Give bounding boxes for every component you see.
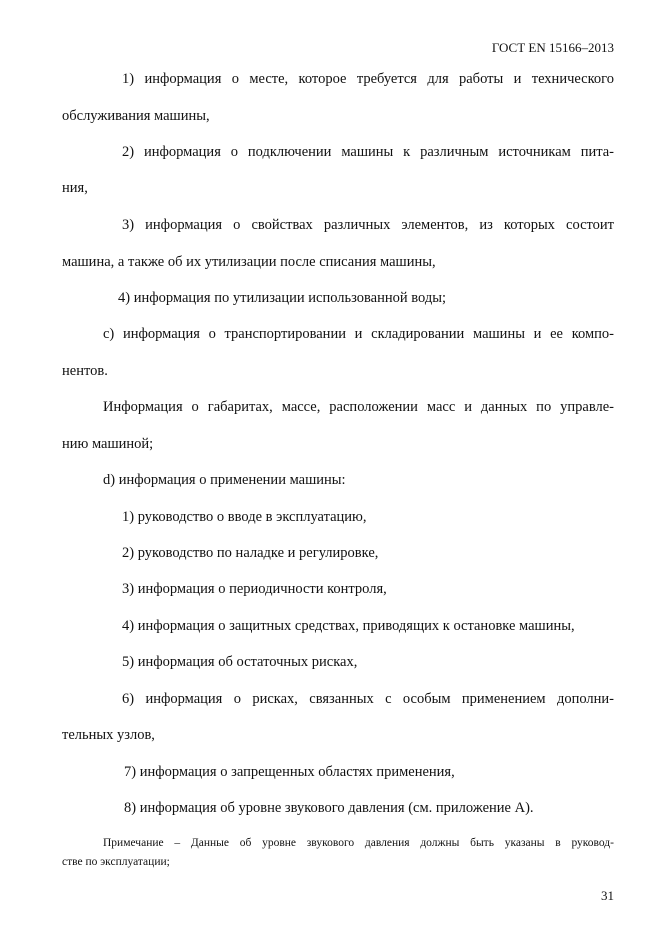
list-item: 3) информация о периодичности контроля, [122, 581, 387, 597]
paragraph-line: тельных узлов, [62, 727, 155, 743]
paragraph-line: ния, [62, 180, 88, 196]
page-number: 31 [601, 888, 614, 903]
list-item: 2) руководство по наладке и регулировке, [122, 545, 379, 561]
document-header: ГОСТ EN 15166–2013 [491, 40, 614, 55]
list-item: 4) информация о защитных средствах, приводящих к остановке машины, [122, 618, 575, 634]
paragraph-line: машина, а также об их утилизации после списания машины, [62, 254, 436, 270]
paragraph-line: d) информация о применении машины: [103, 472, 346, 488]
note-line: стве по эксплуатации; [62, 856, 170, 868]
paragraph-line: нию машиной; [62, 436, 154, 452]
list-item: 5) информация об остаточных рисках, [122, 654, 358, 670]
list-item: 7) информация о запрещенных областях применения, [124, 764, 455, 780]
paragraph-line: 2) информация о подключении машины к различным источникам пита- [122, 144, 614, 160]
paragraph-line: c) информация о транспортировании и складировании машины и ее компо- [103, 326, 614, 342]
paragraph-line: обслуживания машины, [62, 108, 210, 124]
paragraph-line: нентов. [62, 363, 108, 379]
paragraph-line: 1) информация о месте, которое требуется для работы и технического [122, 71, 614, 87]
paragraph-line: 3) информация о свойствах различных элементов, из которых состоит [122, 217, 614, 233]
list-item: 6) информация о рисках, связанных с особым применением дополни- [122, 691, 614, 707]
note-line: Примечание – Данные об уровне звукового давления должны быть указаны в руковод- [103, 837, 614, 849]
paragraph-line: Информация о габаритах, массе, расположении масс и данных по управле- [103, 399, 614, 415]
list-item: 1) руководство о вводе в эксплуатацию, [122, 509, 367, 525]
paragraph-line: 4) информация по утилизации использованной воды; [118, 290, 446, 306]
list-item: 8) информация об уровне звукового давления (см. приложение А). [124, 800, 534, 816]
